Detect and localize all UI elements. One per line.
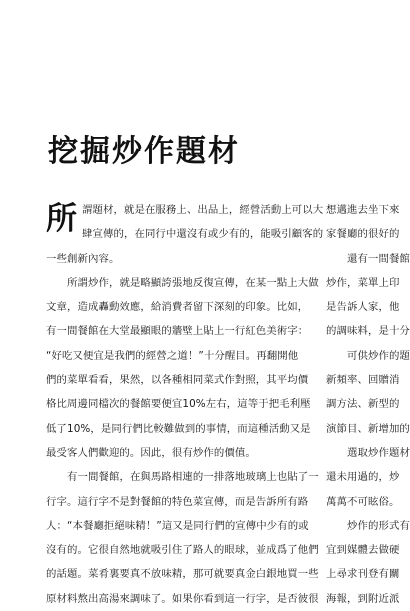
text-line: 有一間餐館，在與馬路相連的一排落地玻璃上也貼了一 bbox=[67, 471, 319, 484]
text-line: 們的菜單看看，果然，以各種相同菜式作對照，其平均價 bbox=[46, 374, 309, 387]
text-line: 上尋求刊登有關 bbox=[326, 568, 400, 581]
text-line: 謂題材，就是在服務上、出品上，經營活動上可以大 bbox=[82, 204, 324, 216]
text-line: 人：“本餐廳拒絕味精！”這又是同行們的宣傳中少有的或 bbox=[46, 519, 309, 532]
text-line: 肆宣傳的，在同行中還沒有或少有的，能吸引顧客的 bbox=[82, 228, 324, 241]
text-line: 低了10%，是同行們比較難做到的事情，而這種活動又是 bbox=[46, 422, 311, 435]
text-line: 所謂炒作，就是略顯誇張地反復宣傳，在某一點上大做 bbox=[67, 276, 319, 289]
text-line: 演節目、新增加的 bbox=[326, 422, 410, 435]
text-line: 選取炒作題材 bbox=[347, 446, 410, 459]
text-line: 萬萬不可眩俗。 bbox=[326, 495, 400, 508]
main-text-column bbox=[46, 198, 324, 611]
drop-cap: 所 bbox=[46, 201, 77, 237]
text-line: 還有一間餐館 bbox=[347, 252, 410, 265]
text-line: 還未用過的，炒 bbox=[326, 471, 400, 484]
text-line: 調方法、新型的 bbox=[326, 398, 400, 411]
text-line: 宜到媒體去做硬 bbox=[326, 544, 400, 557]
text-line: 格比周邊同檔次的餐館要便宜10%左右，這等于把毛利壓 bbox=[46, 398, 311, 411]
text-line: 有一間餐館在大堂最顯眼的牆壁上貼上一行紅色美術字： bbox=[46, 325, 309, 338]
text-line: 海報，到附近派 bbox=[326, 592, 400, 605]
text-line: 文章，造成轟動效應，給消費者留下深刻的印象。比如， bbox=[46, 301, 309, 314]
text-line: 新頻率、回贈消 bbox=[326, 374, 400, 387]
text-line: 炒作的形式有 bbox=[347, 519, 410, 532]
text-line: 行字。這行字不是對餐館的特色菜宣傳，而是告訴所有路 bbox=[46, 495, 309, 508]
text-line: 最受客人們歡迎的。因此，很有炒作的價值。 bbox=[46, 446, 256, 459]
text-line: 的調味料，是十分 bbox=[326, 325, 410, 338]
text-line: “好吃又便宜是我們的經營之道！”十分醒目。再翻開他 bbox=[46, 349, 299, 362]
text-line: 原材料熬出高湯來調味了。如果你看到這一行字，是否彼很 bbox=[46, 592, 319, 605]
text-line: 想邁進去坐下來 bbox=[326, 204, 400, 216]
right-text-column bbox=[326, 198, 410, 611]
text-line: 一些創新內容。 bbox=[46, 252, 120, 265]
text-line: 的話題。菜肴裏要真不放味精，那可就要真金白銀地買一些 bbox=[46, 568, 319, 581]
article-title: 挖掘炒作題材 bbox=[48, 134, 240, 169]
text-line: 炒作，菜單上印 bbox=[326, 276, 400, 289]
text-line: 可供炒作的題 bbox=[347, 349, 410, 362]
text-line: 沒有的。它很自然地就吸引住了路人的眼球，並成爲了他們 bbox=[46, 544, 319, 557]
text-line: 家餐廳的很好的 bbox=[326, 228, 400, 241]
text-line: 是告訴人家，他 bbox=[326, 301, 400, 314]
